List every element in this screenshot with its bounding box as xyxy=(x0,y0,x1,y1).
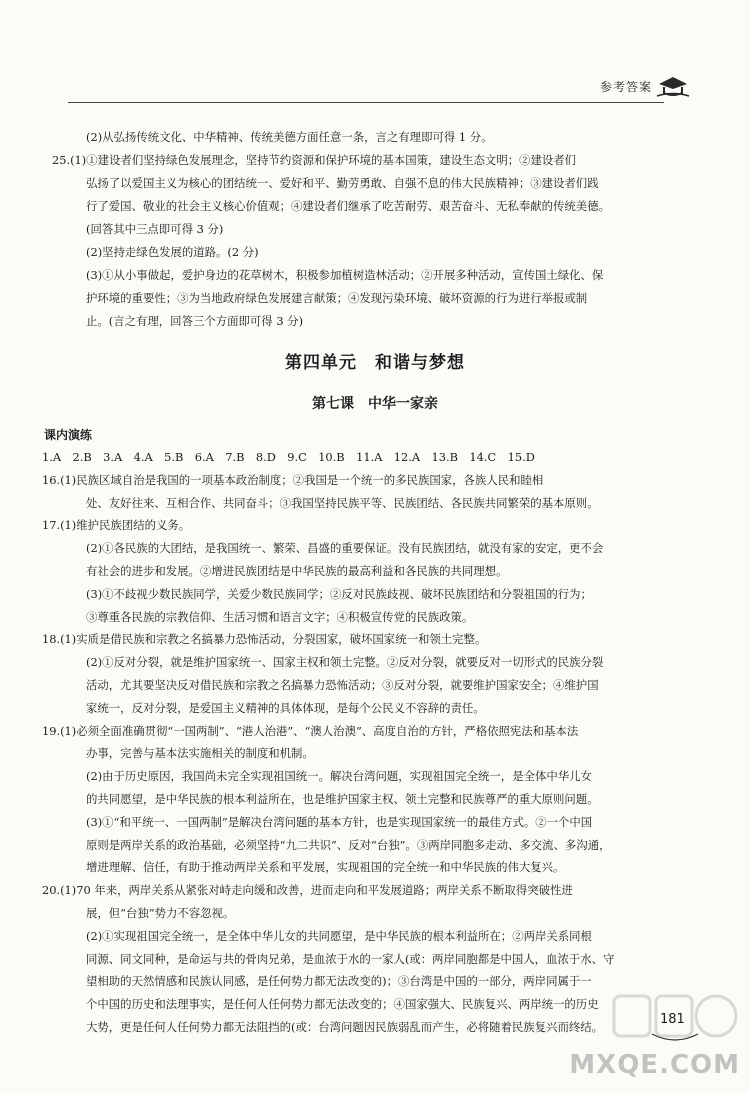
top-answer-line: (2)坚持走绿色发展的道路。(2 分) xyxy=(86,245,259,259)
lesson-answer-line: (2)①反对分裂，就是维护国家统一、国家主权和领土完整。②反对分裂，就要反对一切形式的民族分裂 xyxy=(86,655,604,670)
lesson-answer-line: 办事，完善与基本法实施相关的制度和机制。 xyxy=(86,746,314,761)
lesson-answer-line: 大势，更是任何人任何势力都无法阻挡的(或：台湾问题因民族弱乱而产生，必将随着民族复兴而终结。 xyxy=(86,1019,604,1034)
lesson-title: 第七课 中华一家亲 xyxy=(312,396,438,412)
watermark-logo-icon xyxy=(610,990,740,1050)
lesson-answer-line: 增进理解、信任，有助于推动两岸关系和平发展，实现祖国的完全统一和中华民族的伟大复兴。 xyxy=(86,860,565,875)
page-header xyxy=(60,78,710,108)
lesson-answer-line: 展，但“台独”势力不容忽视。 xyxy=(86,905,235,920)
lesson-answer-line: 20.(1)70 年来，两岸关系从紧张对峙走向缓和改善，进而走向和平发展道路；两岸关系不断取得突破性进 xyxy=(42,883,573,898)
header-rule xyxy=(68,102,664,103)
watermark-text: MXQE.COM xyxy=(569,1050,740,1080)
lesson-answer-line: 的共同愿望，是中华民族的根本利益所在，也是维护国家主权、领土完整和民族尊严的重大原则问题。 xyxy=(86,791,599,806)
header-title: 参考答案 xyxy=(599,80,652,94)
lesson-answer-line: 活动，尤其要坚决反对借民族和宗教之名搞暴力恐怖活动；③反对分裂，就要维护国家安全；④维护国 xyxy=(86,677,599,692)
top-answer-line: (2)从弘扬传统文化、中华精神、传统美德方面任意一条，言之有理即可得 1 分。 xyxy=(86,130,493,144)
top-answer-line: 弘扬了以爱国主义为核心的团结统一、爱好和平、勤劳勇敢、自强不息的伟大民族精神；③建设者们践 xyxy=(86,176,599,190)
lesson-answer-line: 17.(1)维护民族团结的义务。 xyxy=(42,518,191,533)
top-answer-line: 止。(言之有理，回答三个方面即可得 3 分) xyxy=(86,314,304,328)
lesson-answer-line: (3)①不歧视少数民族同学，关爱少数民族同学；②反对民族歧视、破坏民族团结和分裂祖国的行为； xyxy=(86,586,592,601)
lesson-answer-line: 16.(1)民族区域自治是我国的一项基本政治制度；②我国是一个统一的多民族国家，各族人民和睦相 xyxy=(42,472,544,487)
page-number: 181 xyxy=(660,1012,685,1027)
lesson-answer-line: 1.A 2.B 3.A 4.A 5.B 6.A 7.B 8.D 9.C 10.B 11.A 12.A 13.B 14.C 15.D xyxy=(42,450,535,464)
lesson-answer-line: ③尊重各民族的宗教信仰、生活习惯和语言文字；④积极宣传党的民族政策。 xyxy=(86,609,474,624)
lesson-answer-line: (3)①“和平统一、一国两制”是解决台湾问题的基本方针，也是实现国家统一的最佳方式。②一个中国 xyxy=(86,814,593,829)
book-logo-icon xyxy=(656,72,690,100)
section-label: 课内演练 xyxy=(44,428,93,442)
lesson-answer-line: 个中国的历史和法理事实，是任何人任何势力都无法改变的；④国家强大、民族复兴、两岸统一的历史 xyxy=(86,997,599,1012)
lesson-answer-line: 同源、同文同种，是命运与共的骨肉兄弟，是血浓于水的一家人(或：两岸同胞都是中国人，血浓于水、守 xyxy=(86,951,615,966)
lesson-answer-line: 18.(1)实质是借民族和宗教之名搞暴力恐怖活动，分裂国家，破坏国家统一和领土完整。 xyxy=(42,632,487,647)
top-answer-line: (回答其中三点即可得 3 分) xyxy=(86,222,224,236)
top-answer-line: 护环境的重要性；③为当地政府绿色发展建言献策；④发现污染环境、破坏资源的行为进行举报或制 xyxy=(86,291,588,305)
lesson-answer-line: 家统一，反对分裂，是爱国主义精神的具体体现，是每个公民义不容辞的责任。 xyxy=(86,700,485,715)
top-answer-line: (3)①从小事做起，爱护身边的花草树木，积极参加植树造林活动；②开展多种活动，宣传国土绿化、保 xyxy=(86,268,604,282)
lesson-answer-block xyxy=(42,446,704,1039)
unit-title: 第四单元 和谐与梦想 xyxy=(285,353,465,373)
lesson-answer-line: 有社会的进步和发展。②增进民族团结是中华民族的最高利益和各民族的共同理想。 xyxy=(86,563,508,578)
top-answer-line: 行了爱国、敬业的社会主义核心价值观；④建设者们继承了吃苦耐劳、艰苦奋斗、无私奉献的传统美德。 xyxy=(86,199,610,213)
lesson-answer-line: 望相助的天然情感和民族认同感，是任何势力都无法改变的)；③台湾是中国的一部分，两岸同属于一 xyxy=(86,974,592,989)
lesson-answer-line: (2)由于历史原因，我国尚未完全实现祖国统一。解决台湾问题，实现祖国完全统一，是全体中华儿女 xyxy=(86,769,592,784)
top-answer-block xyxy=(42,126,702,333)
lesson-answer-line: 原则是两岸关系的政治基础，必须坚持“九二共识”、反对“台独”。③两岸同胞多走动、多交流、多沟通， xyxy=(86,837,611,852)
lesson-answer-line: (2)①实现祖国完全统一，是全体中华儿女的共同愿望，是中华民族的根本利益所在；②两岸关系同根 xyxy=(86,928,592,943)
lesson-answer-line: 19.(1)必须全面准确贯彻“一国两制”、“港人治港”、“澳人治澳”、高度自治的方针，严格依照宪法和基本法 xyxy=(42,723,579,738)
lesson-answer-line: (2)①各民族的大团结，是我国统一、繁荣、昌盛的重要保证。没有民族团结，就没有家的安定，更不会 xyxy=(86,541,604,556)
lesson-answer-line: 处、友好往来、互相合作、共同奋斗；③我国坚持民族平等、民族团结、各民族共同繁荣的基本原则。 xyxy=(86,495,599,510)
top-answer-line: 25.(1)①建设者们坚持绿色发展理念，坚持节约资源和保护环境的基本国策，建设生态文明；②建设者们 xyxy=(52,153,577,167)
